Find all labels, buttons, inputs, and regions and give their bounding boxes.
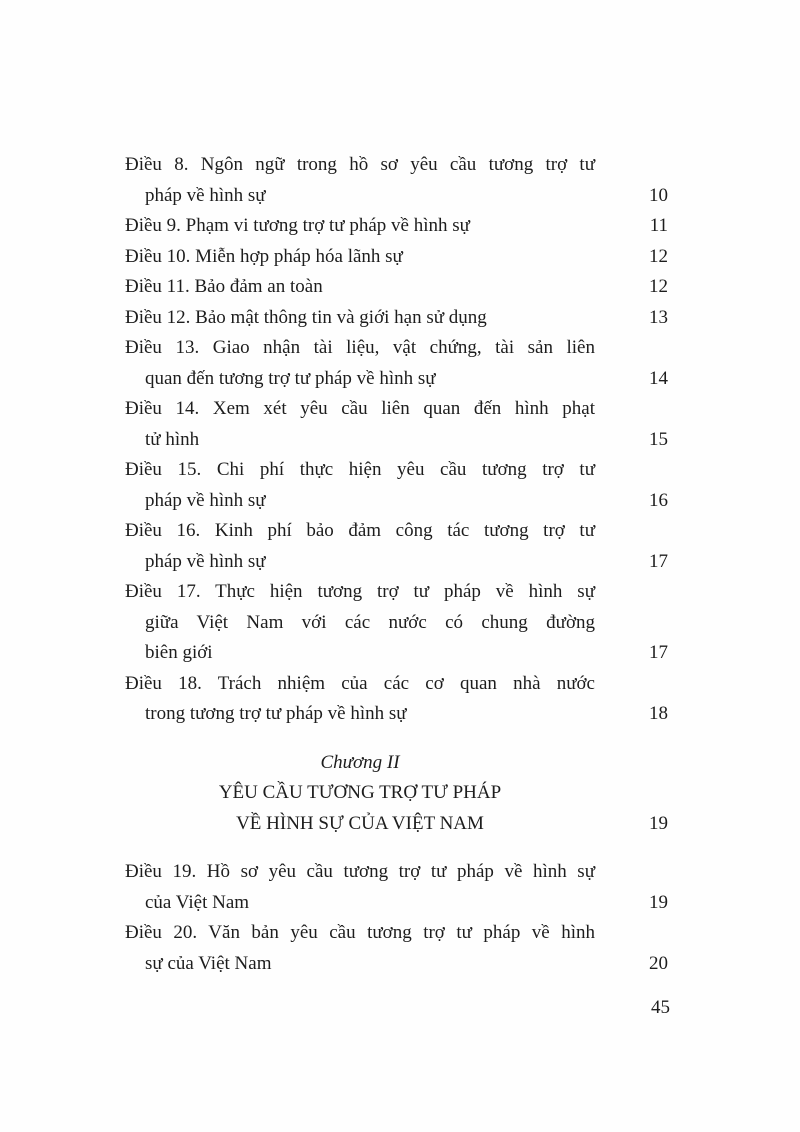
- toc-line-page-number: 17: [649, 642, 668, 663]
- toc-line-page-number: 19: [649, 812, 668, 834]
- toc-line-text: Điều 13. Giao nhận tài liệu, vật chứng, tài sản liên: [125, 337, 595, 358]
- toc-line-page-number: 14: [649, 367, 668, 389]
- toc-line: [125, 918, 668, 949]
- toc-line: [125, 150, 668, 181]
- toc-line-page-number: 12: [649, 276, 668, 297]
- toc-line-page-number: 16: [649, 489, 668, 511]
- toc-line-text: VỀ HÌNH SỰ CỦA VIỆT NAM: [236, 812, 484, 834]
- toc-line-text: của Việt Nam: [145, 891, 250, 913]
- toc-line: [125, 303, 668, 334]
- toc-line-text: giữa Việt Nam với các nước có chung đường: [145, 611, 595, 633]
- toc-line-text: tử hình: [145, 428, 200, 450]
- toc-line-text: YÊU CẦU TƯƠNG TRỢ TƯ PHÁP: [218, 782, 502, 803]
- toc-line: [125, 809, 668, 840]
- toc-line-text: pháp về hình sự: [145, 489, 266, 511]
- toc-line-text: Điều 9. Phạm vi tương trợ tư pháp về hình sự: [125, 215, 470, 236]
- folio-page-number: 45: [651, 997, 670, 1018]
- toc-line-page-number: 10: [649, 184, 668, 206]
- toc-line-page-number: 15: [649, 428, 668, 450]
- toc-line-page-number: 11: [649, 215, 668, 236]
- toc-line-page-number: 20: [649, 952, 668, 974]
- toc-line-text: quan đến tương trợ tư pháp về hình sự: [145, 367, 436, 389]
- toc-line: [125, 364, 668, 395]
- toc-line: [125, 949, 668, 980]
- toc-line-text: Điều 12. Bảo mật thông tin và giới hạn sử dụng: [125, 306, 487, 328]
- toc-line-page-number: 12: [649, 245, 668, 267]
- toc-line-text: Điều 19. Hồ sơ yêu cầu tương trợ tư pháp về hình sự: [125, 861, 595, 882]
- toc-line-text: Điều 18. Trách nhiệm của các cơ quan nhà nước: [125, 672, 595, 694]
- toc-line: [125, 394, 668, 425]
- toc-line: [125, 333, 668, 364]
- toc-line: [125, 486, 668, 517]
- toc-line-text: pháp về hình sự: [145, 550, 266, 572]
- toc-line-text: Điều 11. Bảo đảm an toàn: [125, 276, 323, 297]
- toc-line-text: biên giới: [145, 642, 213, 663]
- toc-list: [125, 150, 668, 979]
- toc-line: [125, 577, 668, 608]
- toc-line-page-number: 19: [649, 891, 668, 913]
- toc-line: [125, 242, 668, 273]
- toc-line-page-number: 18: [649, 703, 668, 724]
- toc-line: [125, 669, 668, 700]
- toc-line-text: trong tương trợ tư pháp về hình sự: [145, 703, 407, 724]
- toc-line: [125, 455, 668, 486]
- toc-line: [125, 608, 668, 639]
- toc-line-text: Điều 16. Kinh phí bảo đảm công tác tương trợ tư: [125, 520, 595, 541]
- toc-line: [125, 211, 668, 242]
- toc-line: [125, 425, 668, 456]
- toc-line-text: Điều 20. Văn bản yêu cầu tương trợ tư pháp về hình: [125, 922, 595, 943]
- toc-line-text: Chương II: [320, 751, 400, 773]
- toc-line-text: pháp về hình sự: [145, 184, 266, 206]
- toc-line: [125, 547, 668, 578]
- toc-line-text: Điều 8. Ngôn ngữ trong hồ sơ yêu cầu tương trợ tư: [125, 154, 595, 175]
- toc-line: [125, 181, 668, 212]
- toc-line-text: Điều 10. Miễn hợp pháp hóa lãnh sự: [125, 245, 403, 267]
- toc-line: [125, 516, 668, 547]
- toc-line: [125, 748, 668, 779]
- toc-line-text: sự của Việt Nam: [145, 952, 272, 974]
- toc-line-text: Điều 17. Thực hiện tương trợ tư pháp về hình sự: [125, 581, 595, 602]
- toc-line-text: Điều 14. Xem xét yêu cầu liên quan đến hình phạt: [125, 398, 595, 419]
- toc-line: [125, 778, 668, 809]
- toc-line: [125, 888, 668, 919]
- toc-line: [125, 857, 668, 888]
- toc-line-page-number: 13: [649, 306, 668, 328]
- toc-line: [125, 699, 668, 730]
- toc-line-text: Điều 15. Chi phí thực hiện yêu cầu tương trợ tư: [125, 459, 595, 480]
- toc-line: [125, 272, 668, 303]
- toc-line-page-number: 17: [649, 550, 668, 572]
- toc-line: [125, 638, 668, 669]
